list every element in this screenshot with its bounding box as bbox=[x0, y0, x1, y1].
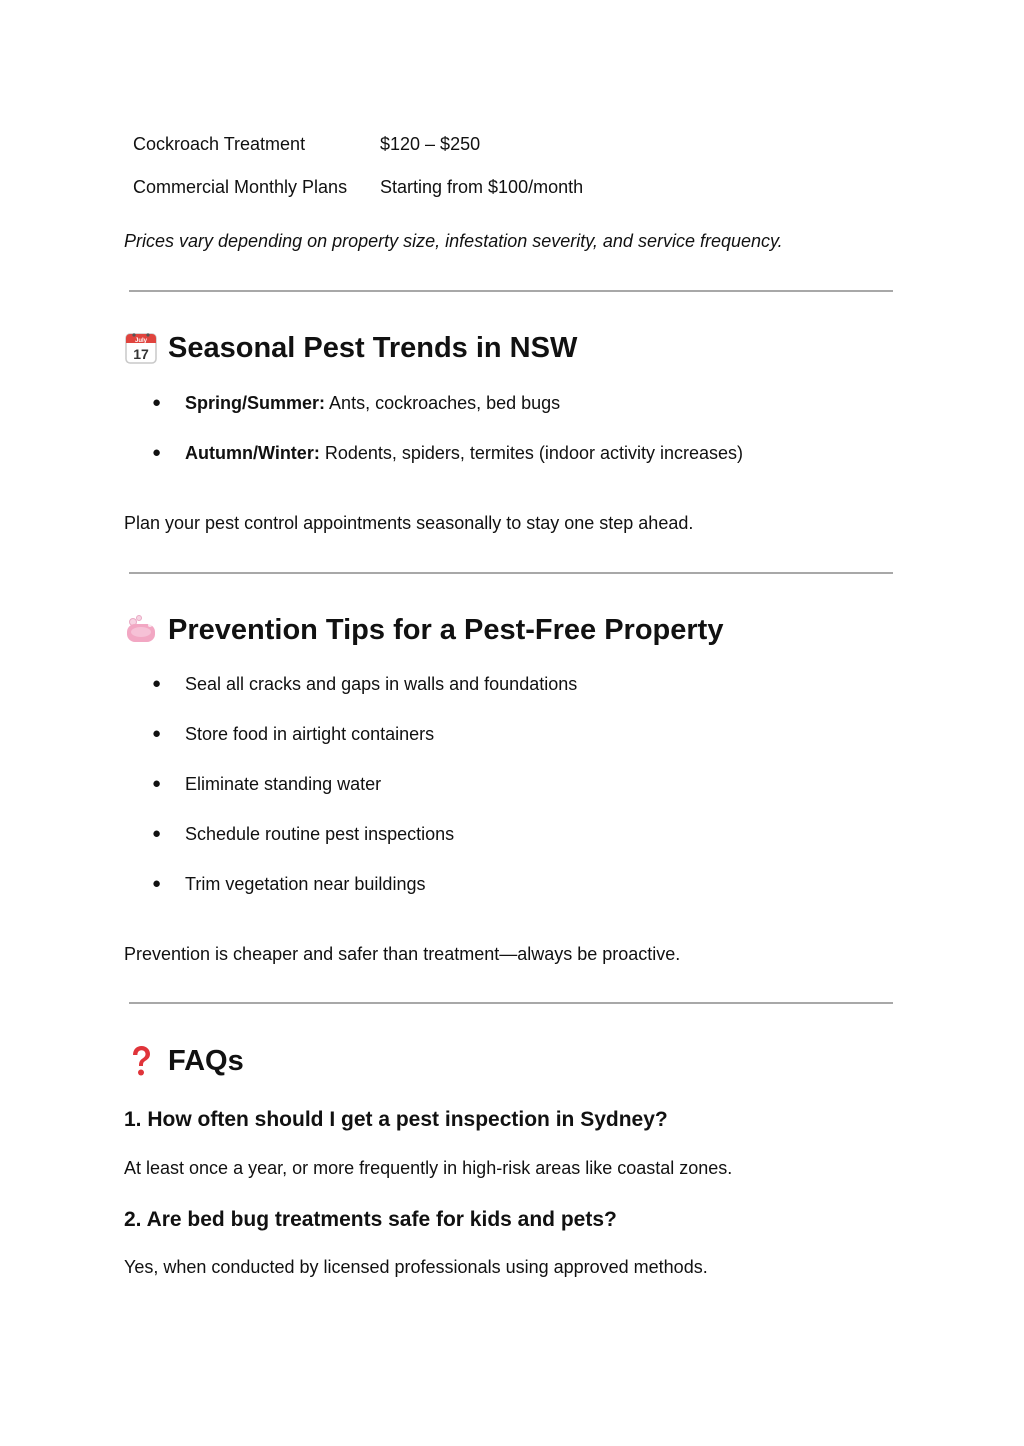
divider bbox=[129, 1002, 893, 1004]
faq-question: 1. How often should I get a pest inspection in Sydney? bbox=[124, 1108, 668, 1131]
section-heading-prevention bbox=[124, 613, 723, 647]
season-pests: Rodents, spiders, termites (indoor activity increases) bbox=[324, 443, 744, 463]
seasonal-closing: Plan your pest control appointments seasonally to stay one step ahead. bbox=[124, 513, 694, 533]
section-heading-faqs bbox=[124, 1044, 244, 1078]
service-price: Starting from $100/month bbox=[380, 177, 584, 197]
divider bbox=[129, 572, 893, 574]
section-title: Seasonal Pest Trends in NSW bbox=[168, 332, 578, 364]
divider bbox=[129, 290, 893, 292]
season-label: Autumn/Winter: bbox=[185, 443, 320, 463]
pricing-note: Prices vary depending on property size, infestation severity, and service frequency. bbox=[124, 231, 783, 251]
question-mark-icon bbox=[124, 1044, 158, 1078]
faq-answer: Yes, when conducted by licensed professionals using approved methods. bbox=[124, 1257, 708, 1277]
faq-question: 2. Are bed bug treatments safe for kids and pets? bbox=[124, 1208, 617, 1231]
service-name: Cockroach Treatment bbox=[133, 134, 306, 154]
section-title: Prevention Tips for a Pest-Free Property bbox=[168, 614, 724, 646]
svg-text:17: 17 bbox=[133, 346, 149, 362]
section-title: FAQs bbox=[168, 1045, 244, 1077]
calendar-icon bbox=[124, 331, 158, 365]
service-price: $120 – $250 bbox=[380, 134, 481, 154]
soap-icon bbox=[124, 613, 158, 647]
service-name: Commercial Monthly Plans bbox=[133, 177, 348, 197]
faq-answer: At least once a year, or more frequently in high-risk areas like coastal zones. bbox=[124, 1158, 733, 1178]
season-label: Spring/Summer: bbox=[185, 393, 326, 413]
prevention-closing: Prevention is cheaper and safer than treatment—always be proactive. bbox=[124, 944, 681, 964]
season-pests: Ants, cockroaches, bed bugs bbox=[329, 393, 561, 413]
section-heading-seasonal bbox=[124, 331, 577, 365]
document-page: Cockroach Treatment $120 – $250 Commercial Monthly Plans Starting from $100/month Prices vary depending on property size, infestation severity, and service frequency. July 17 Seasonal Pest Trends in NSW ● Spring/Summer: Ants, cockroaches, bed bugs ● Autumn/Winter: Rodents, spiders, termites (indoor activity increases) Plan your pest control appointments seasonally to stay one step ahead. Prevention Tips for a Pest-Free Property ● Seal all cracks and gaps in walls and foundations ● Store food in airtight containers ● Eliminate standing water ● Schedule routine pest inspections ● Trim vegetation near buildings Prevention is cheaper and safer than treatment—always be proactive. FAQs 1. How often should I get a pest inspection in Sydney? At least once a year, or more frequently in high-risk areas like coastal zones. 2. Are bed bug treatments safe for kids and pets? Yes, when conducted by licensed professionals using approved methods. bbox=[0, 0, 1024, 1446]
svg-text:July: July bbox=[134, 338, 148, 344]
